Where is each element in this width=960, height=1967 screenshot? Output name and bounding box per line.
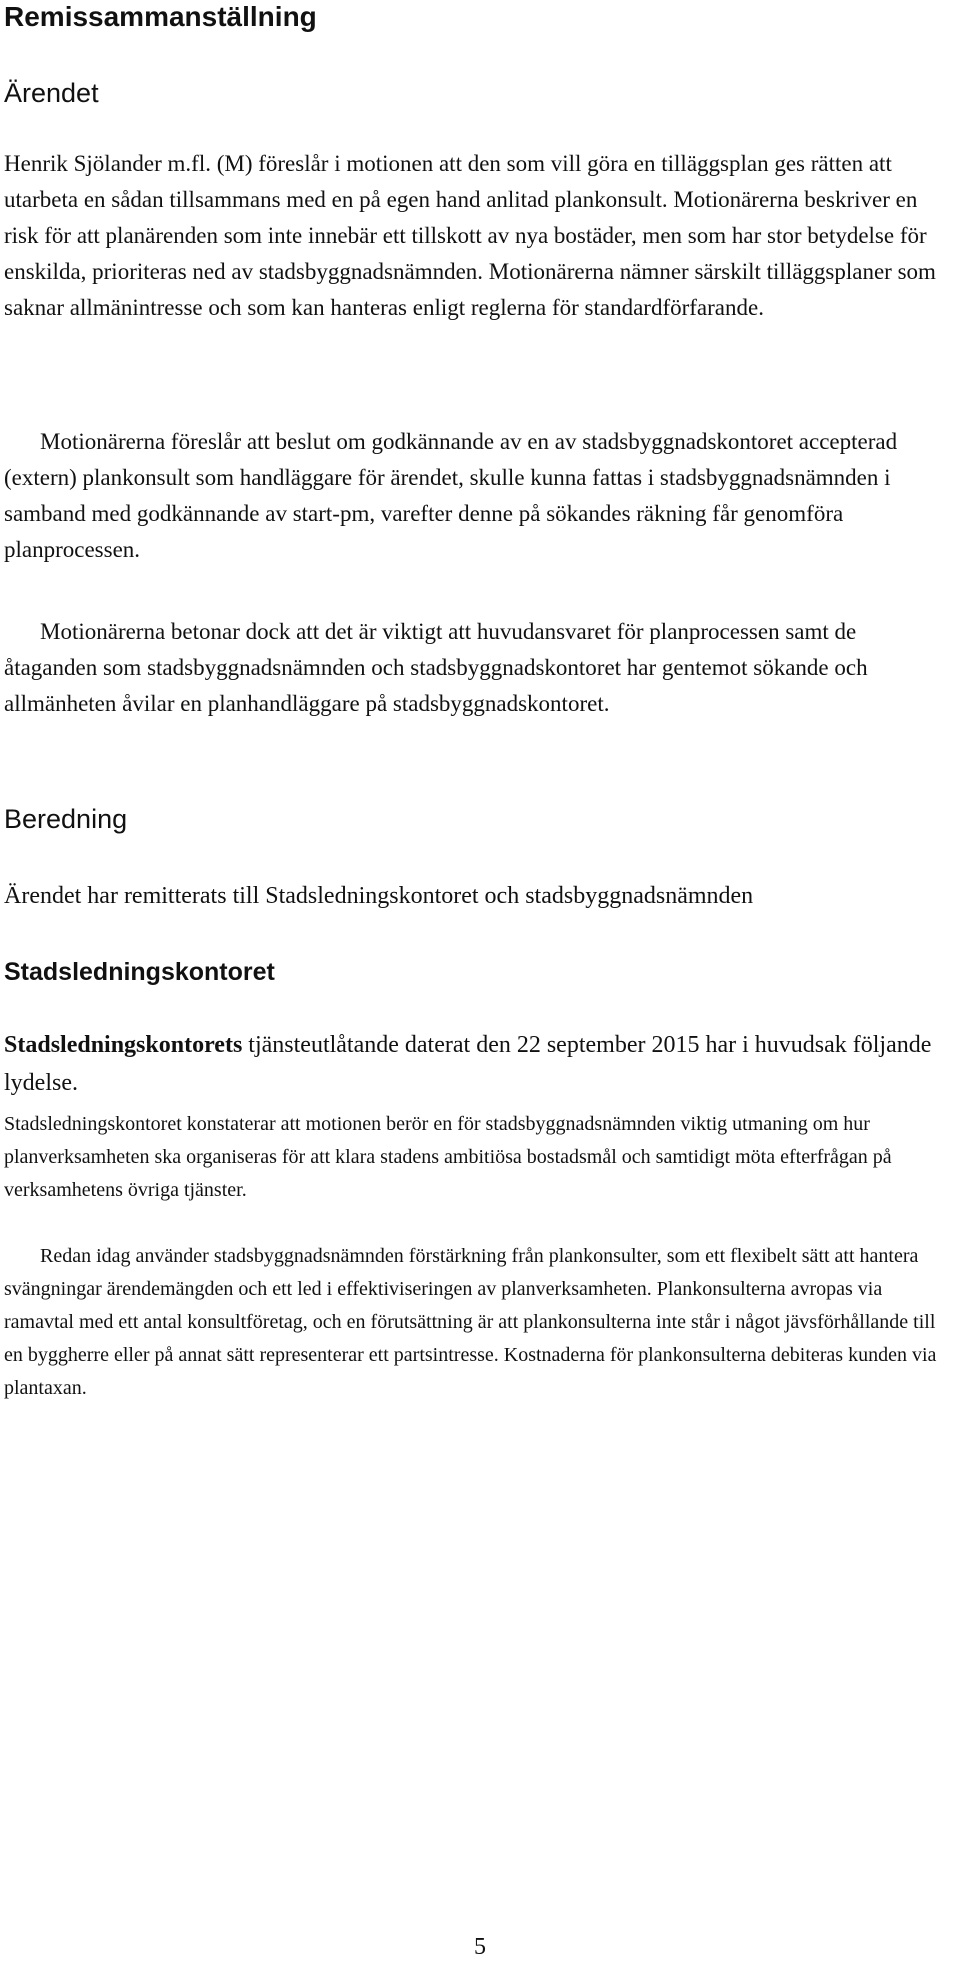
beredning-paragraph: Ärendet har remitterats till Stadsledningskontoret och stadsbyggnadsnämnden [4, 883, 754, 909]
stadsledningskontoret-paragraph-2: Redan idag använder stadsbyggnadsnämnden förstärkning från plankonsulter, som ett flexibelt sätt att hantera svängningar ärendemängden och ett led i effektiviseringen av planverksamheten. Plankonsulterna avropas via ramavtal med ett antal konsultföretag, och en förutsättning är att plankonsulterna inte står i något jävsförhållande till en byggherre eller på annat sätt representerar ett partsintresse. Kostnaderna för plankonsulterna debiteras kunden via plantaxan. [4, 1245, 937, 1399]
stadsledningskontoret-paragraph-1: Stadsledningskontoret konstaterar att motionen berör en för stadsbyggnadsnämnden viktig utmaning om hur planverksamheten ska organiseras för att klara stadens ambitiösa bostadsmål och samtidigt möta efterfrågan på verksamhetens övriga tjänster. [4, 1113, 892, 1201]
arendet-paragraph-1: Henrik Sjölander m.fl. (M) föreslår i motionen att den som vill göra en tilläggsplan ges rätten att utarbeta en sådan tillsammans med en på egen hand anlitad plankonsult. Motionärerna beskriver en risk för att planärenden som inte innebär ett tillskott av nya bostäder, men som har stor betydelse för enskilda, prioriteras ned av stadsbyggnadsnämnden. Motionärerna nämner särskilt tilläggsplaner som saknar allmänintresse och som kan hanteras enligt reglerna för standardförfarande. [4, 151, 936, 320]
document-title: Remissammanställning [4, 1, 317, 32]
intro-bold-lead: Stadsledningskontorets [4, 1032, 243, 1058]
page-number: 5 [474, 1934, 486, 1960]
intro-rest-text: tjänsteutlåtande daterat den 22 september 2015 har i huvudsak följande lydelse. [4, 1032, 932, 1096]
section-heading-beredning: Beredning [4, 804, 128, 834]
section-heading-stadsledningskontoret: Stadsledningskontoret [4, 958, 275, 986]
stadsledningskontoret-intro [4, 1026, 950, 1102]
arendet-paragraph-2: Motionärerna föreslår att beslut om godkännande av en av stadsbyggnadskontoret accepterad (extern) plankonsult som handläggare för ärendet, skulle kunna fattas i stadsbyggnadsnämnden i samband med godkännande av start-pm, varefter denne på sökandes räkning får genomföra planprocessen. [4, 429, 898, 562]
section-heading-arendet: Ärendet [4, 78, 99, 108]
arendet-paragraph-3: Motionärerna betonar dock att det är viktigt att huvudansvaret för planprocessen samt de åtaganden som stadsbyggnadsnämnden och stadsbyggnadskontoret har gentemot sökande och allmänheten åvilar en planhandläggare på stadsbyggnadskontoret. [4, 619, 868, 716]
